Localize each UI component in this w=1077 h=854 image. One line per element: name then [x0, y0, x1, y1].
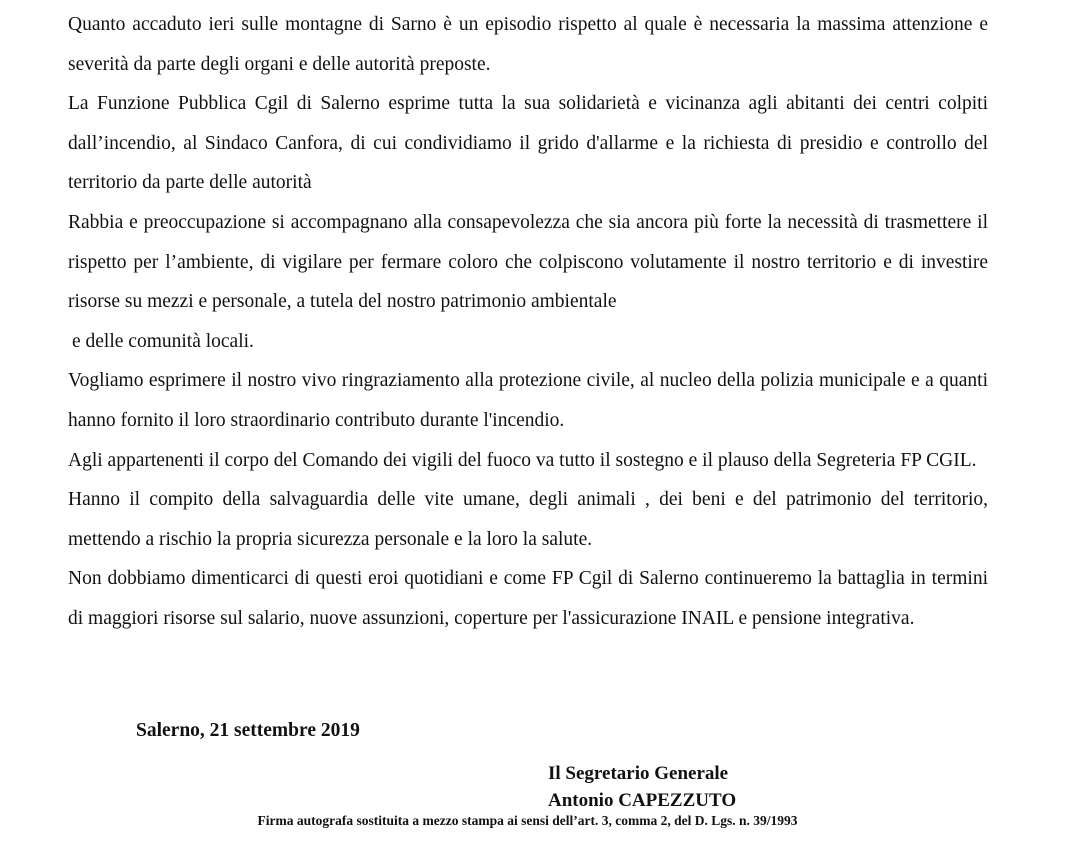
footnote	[0, 812, 1077, 830]
paragraph-1: Quanto accaduto ieri sulle montagne di Sarno è un episodio rispetto al quale è necessaria la massima attenzione e severità da parte degli organi e delle autorità preposte.	[68, 14, 988, 75]
signature-block	[548, 760, 736, 814]
paragraph-7: Hanno il compito della salvaguardia delle vite umane, degli animali , dei beni e del patrimonio del territorio, mettendo a rischio la propria sicurezza personale e la loro la salute.	[68, 489, 988, 550]
paragraph-3: Rabbia e preoccupazione si accompagnano alla consapevolezza che sia ancora più forte la necessità di trasmettere il rispetto per l’ambiente, di vigilare per fermare coloro che colpiscono volutamente il nostro territorio e di investire risorse su mezzi e personale, a tutela del nostro patrimonio ambientale	[68, 211, 988, 313]
signature-title: Il Segretario Generale	[548, 763, 729, 784]
place-date: Salerno, 21 settembre 2019	[136, 720, 360, 741]
paragraph-8: Non dobbiamo dimenticarci di questi eroi quotidiani e come FP Cgil di Salerno continueremo la battaglia in termini di maggiori risorse sul salario, nuove assunzioni, coperture per l'assicurazione INAIL e pensione integrativa.	[68, 568, 988, 629]
paragraph-2: La Funzione Pubblica Cgil di Salerno esprime tutta la sua solidarietà e vicinanza agli abitanti dei centri colpiti dall’incendio, al Sindaco Canfora, di cui condividiamo il grido d'allarme e la richiesta di presidio e controllo del territorio da parte delle autorità	[68, 93, 988, 194]
paragraph-6: Agli appartenenti il corpo del Comando dei vigili del fuoco va tutto il sostegno e il plauso della Segreteria FP CGIL.	[68, 449, 977, 471]
body-text	[68, 5, 988, 639]
signature-name: Antonio CAPEZZUTO	[548, 790, 737, 811]
paragraph-4: e delle comunità locali.	[72, 330, 254, 352]
paragraph-5: Vogliamo esprimere il nostro vivo ringraziamento alla protezione civile, al nucleo della polizia municipale e a quanti hanno fornito il loro straordinario contributo durante l'incendio.	[68, 370, 988, 431]
footnote-text: Firma autografa sostituita a mezzo stampa ai sensi dell’art. 3, comma 2, del D. Lgs. n. 39/1993	[257, 813, 798, 828]
